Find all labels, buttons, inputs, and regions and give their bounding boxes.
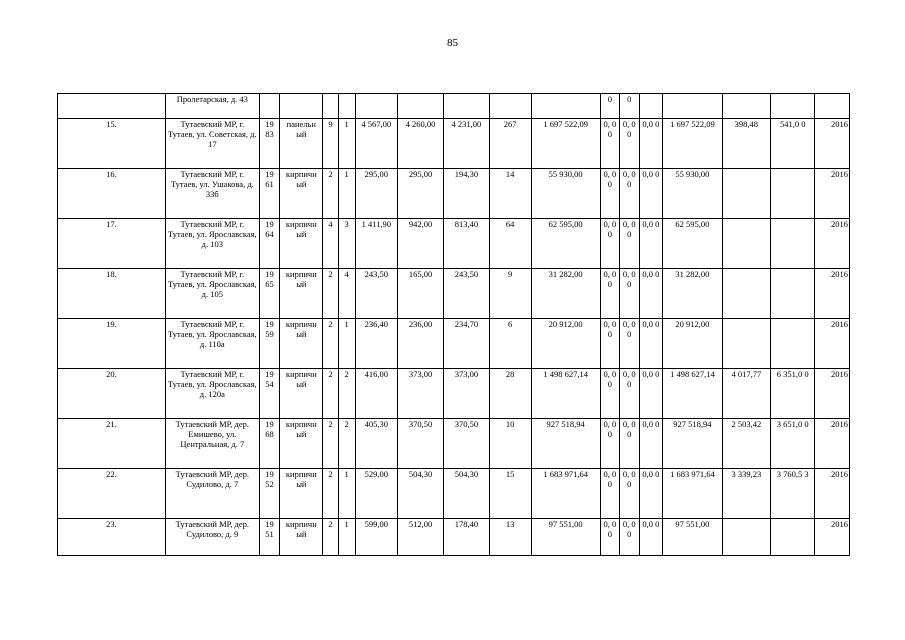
cell-material: кирпичн ый	[280, 469, 323, 519]
cell-entrances: 2	[338, 419, 355, 469]
cell-area-res: 370,50	[444, 419, 489, 469]
cell-c17	[771, 319, 815, 369]
table-row-continued	[58, 94, 850, 119]
cell-c14: 0,0 0	[639, 269, 663, 319]
table-row	[58, 169, 850, 219]
cell-cost-total: 20 912,00	[531, 319, 600, 369]
cell-c14: 0,0 0	[639, 419, 663, 469]
cell-residents: 267	[489, 119, 531, 169]
cell-c12: 0, 0 0	[600, 269, 619, 319]
cell-area-living: 504,30	[397, 469, 443, 519]
table-row	[58, 369, 850, 419]
cell-entrances: 1	[338, 469, 355, 519]
table-row	[58, 419, 850, 469]
cell-c17	[771, 94, 815, 119]
cell-address: Тутаевский МР, г. Тутаев, ул. Ярославская, д. 103	[165, 219, 259, 269]
cell-c12: 0, 0 0	[600, 169, 619, 219]
cell-entrances: 4	[338, 269, 355, 319]
cell-c15: 1 697 522,09	[663, 119, 722, 169]
cell-num: 16.	[58, 169, 166, 219]
cell-address: Тутаевский МР, г. Тутаев, ул. Ярославская, д. 110а	[165, 319, 259, 369]
cell-area-res: 243,50	[444, 269, 489, 319]
cell-c15	[663, 94, 722, 119]
cell-c13: 0, 0 0	[620, 219, 639, 269]
cell-c12: 0, 0 0	[600, 369, 619, 419]
cell-year: 19 68	[259, 419, 280, 469]
cell-c13: 0, 0 0	[620, 369, 639, 419]
cell-c13: 0, 0 0	[620, 119, 639, 169]
cell-c16: 4 017,77	[722, 369, 771, 419]
cell-c14: 0,0 0	[639, 369, 663, 419]
cell-area-living: 370,50	[397, 419, 443, 469]
cell-c16: 398,48	[722, 119, 771, 169]
cell-address: Тутаевский МР, г. Тутаев, ул. Ярославская, д. 120а	[165, 369, 259, 419]
cell-area-res: 194,30	[444, 169, 489, 219]
cell-floors: 4	[323, 219, 338, 269]
cell-c15: 1 683 971,64	[663, 469, 722, 519]
cell-num: 20.	[58, 369, 166, 419]
cell-c14: 0,0 0	[639, 169, 663, 219]
cell-entrances: 1	[338, 119, 355, 169]
cell-num: 19.	[58, 319, 166, 369]
cell-c14: 0,0 0	[639, 469, 663, 519]
cell-c16	[722, 169, 771, 219]
cell-residents: 10	[489, 419, 531, 469]
cell-material: кирпичн ый	[280, 219, 323, 269]
cell-year-end: 2016	[815, 319, 850, 369]
cell-c13: 0, 0 0	[620, 319, 639, 369]
cell-area-living: 4 260,00	[397, 119, 443, 169]
cell-cost-total: 97 551,00	[531, 519, 600, 556]
cell-c12: 0, 0 0	[600, 219, 619, 269]
cell-c17	[771, 219, 815, 269]
cell-num: 15.	[58, 119, 166, 169]
cell-year: 19 65	[259, 269, 280, 319]
cell-year: 19 59	[259, 319, 280, 369]
cell-c12: 0, 0 0	[600, 119, 619, 169]
cell-entrances: 3	[338, 219, 355, 269]
cell-c13: 0, 0 0	[620, 269, 639, 319]
table-row	[58, 269, 850, 319]
cell-c14: 0,0 0	[639, 219, 663, 269]
cell-material: кирпичн ый	[280, 519, 323, 556]
cell-residents: 15	[489, 469, 531, 519]
cell-floors	[323, 94, 338, 119]
cell-area-res: 234,70	[444, 319, 489, 369]
cell-floors: 2	[323, 169, 338, 219]
cell-year-end: 2016	[815, 469, 850, 519]
cell-year-end: 2016	[815, 219, 850, 269]
cell-material: кирпичн ый	[280, 269, 323, 319]
cell-area-total: 4 567,00	[355, 119, 397, 169]
cell-floors: 2	[323, 519, 338, 556]
cell-area-total: 243,50	[355, 269, 397, 319]
cell-c13: 0	[620, 94, 639, 119]
cell-c17: 3 760,5 3	[771, 469, 815, 519]
cell-area-res: 4 231,00	[444, 119, 489, 169]
cell-floors: 2	[323, 319, 338, 369]
cell-c12: 0, 0 0	[600, 469, 619, 519]
table-row	[58, 219, 850, 269]
cell-area-living	[397, 94, 443, 119]
cell-year	[259, 94, 280, 119]
cell-residents	[489, 94, 531, 119]
cell-c13: 0, 0 0	[620, 419, 639, 469]
cell-year: 19 54	[259, 369, 280, 419]
cell-area-living: 236,00	[397, 319, 443, 369]
cell-c14: 0,0 0	[639, 119, 663, 169]
table-row	[58, 519, 850, 556]
cell-material: панельн ый	[280, 119, 323, 169]
cell-year-end: 2016	[815, 519, 850, 556]
cell-year: 19 52	[259, 469, 280, 519]
cell-year: 19 61	[259, 169, 280, 219]
cell-num: 23.	[58, 519, 166, 556]
cell-area-total: 405,30	[355, 419, 397, 469]
cell-area-total: 295,00	[355, 169, 397, 219]
table-row	[58, 119, 850, 169]
cell-c15: 55 930,00	[663, 169, 722, 219]
cell-c14: 0,0 0	[639, 319, 663, 369]
cell-area-living: 942,00	[397, 219, 443, 269]
cell-floors: 9	[323, 119, 338, 169]
cell-area-total: 416,00	[355, 369, 397, 419]
cell-area-res: 504,30	[444, 469, 489, 519]
cell-c16	[722, 519, 771, 556]
cell-address: Тутаевский МР, г. Тутаев, ул. Ушакова, д. 33б	[165, 169, 259, 219]
cell-floors: 2	[323, 269, 338, 319]
cell-area-total: 529,00	[355, 469, 397, 519]
cell-address: Тутаевский МР, дер. Судилово, д. 9	[165, 519, 259, 556]
cell-floors: 2	[323, 469, 338, 519]
cell-year-end: 2016	[815, 419, 850, 469]
cell-c15: 1 498 627,14	[663, 369, 722, 419]
cell-year: 19 83	[259, 119, 280, 169]
cell-floors: 2	[323, 419, 338, 469]
cell-area-total: 599,00	[355, 519, 397, 556]
cell-c15: 20 912,00	[663, 319, 722, 369]
cell-c13: 0, 0 0	[620, 519, 639, 556]
cell-material: кирпичн ый	[280, 319, 323, 369]
cell-address: Тутаевский МР, г. Тутаев, ул. Ярославская, д. 105	[165, 269, 259, 319]
cell-c16	[722, 319, 771, 369]
cell-floors: 2	[323, 369, 338, 419]
cell-c17	[771, 519, 815, 556]
cell-c15: 31 282,00	[663, 269, 722, 319]
page-number: 85	[447, 37, 458, 49]
cell-cost-total: 1 683 971,64	[531, 469, 600, 519]
cell-c16	[722, 94, 771, 119]
cell-c15: 62 595,00	[663, 219, 722, 269]
cell-material: кирпичн ый	[280, 169, 323, 219]
cell-cost-total: 927 518,94	[531, 419, 600, 469]
cell-cost-total	[531, 94, 600, 119]
housing-registry-table	[57, 93, 850, 556]
cell-num: 21.	[58, 419, 166, 469]
cell-year-end: 2016	[815, 369, 850, 419]
cell-year-end: 2016	[815, 169, 850, 219]
cell-c13: 0, 0 0	[620, 169, 639, 219]
cell-material: кирпичн ый	[280, 419, 323, 469]
cell-c16	[722, 269, 771, 319]
cell-c15: 97 551,00	[663, 519, 722, 556]
cell-cost-total: 55 930,00	[531, 169, 600, 219]
cell-cost-total: 31 282,00	[531, 269, 600, 319]
cell-entrances: 2	[338, 369, 355, 419]
cell-num: 22.	[58, 469, 166, 519]
cell-c14: 0,0 0	[639, 519, 663, 556]
cell-c12: 0, 0 0	[600, 319, 619, 369]
cell-cost-total: 1 697 522,09	[531, 119, 600, 169]
cell-c16: 2 503,42	[722, 419, 771, 469]
cell-area-res: 373,00	[444, 369, 489, 419]
cell-entrances	[338, 94, 355, 119]
cell-address: Тутаевский МР, дер. Судилово, д. 7	[165, 469, 259, 519]
cell-num: 18.	[58, 269, 166, 319]
cell-address: Тутаевский МР, г. Тутаев, ул. Советская, д. 17	[165, 119, 259, 169]
cell-entrances: 1	[338, 319, 355, 369]
cell-c17	[771, 169, 815, 219]
cell-c16	[722, 219, 771, 269]
cell-residents: 13	[489, 519, 531, 556]
cell-residents: 6	[489, 319, 531, 369]
cell-c15: 927 518,94	[663, 419, 722, 469]
cell-c17: 3 651,0 0	[771, 419, 815, 469]
cell-area-res: 178,40	[444, 519, 489, 556]
cell-residents: 28	[489, 369, 531, 419]
cell-cost-total: 1 498 627,14	[531, 369, 600, 419]
cell-area-living: 295,00	[397, 169, 443, 219]
cell-area-living: 512,00	[397, 519, 443, 556]
cell-entrances: 1	[338, 169, 355, 219]
cell-c14	[639, 94, 663, 119]
cell-year-end	[815, 94, 850, 119]
cell-year: 19 64	[259, 219, 280, 269]
cell-year-end: 2016	[815, 119, 850, 169]
cell-area-living: 373,00	[397, 369, 443, 419]
cell-num	[58, 94, 166, 119]
cell-area-living: 165,00	[397, 269, 443, 319]
cell-residents: 64	[489, 219, 531, 269]
cell-c13: 0, 0 0	[620, 469, 639, 519]
table-row	[58, 319, 850, 369]
cell-c12: 0, 0 0	[600, 519, 619, 556]
cell-entrances: 1	[338, 519, 355, 556]
cell-area-total: 236,40	[355, 319, 397, 369]
cell-c12: 0, 0 0	[600, 419, 619, 469]
cell-material	[280, 94, 323, 119]
cell-c16: 3 339,23	[722, 469, 771, 519]
cell-c12: 0	[600, 94, 619, 119]
cell-area-total	[355, 94, 397, 119]
cell-c17	[771, 269, 815, 319]
cell-area-res	[444, 94, 489, 119]
cell-residents: 14	[489, 169, 531, 219]
cell-num: 17.	[58, 219, 166, 269]
cell-residents: 9	[489, 269, 531, 319]
cell-area-total: 1 411,90	[355, 219, 397, 269]
cell-year: 19 51	[259, 519, 280, 556]
cell-c17: 6 351,0 0	[771, 369, 815, 419]
cell-address: Пролетарская, д. 43	[165, 94, 259, 119]
cell-cost-total: 62 595,00	[531, 219, 600, 269]
table-row	[58, 469, 850, 519]
cell-c17: 541,0 0	[771, 119, 815, 169]
cell-material: кирпичн ый	[280, 369, 323, 419]
cell-area-res: 813,40	[444, 219, 489, 269]
cell-address: Тутаевский МР, дер. Емишево, ул. Центральная, д. 7	[165, 419, 259, 469]
cell-year-end: 2016	[815, 269, 850, 319]
